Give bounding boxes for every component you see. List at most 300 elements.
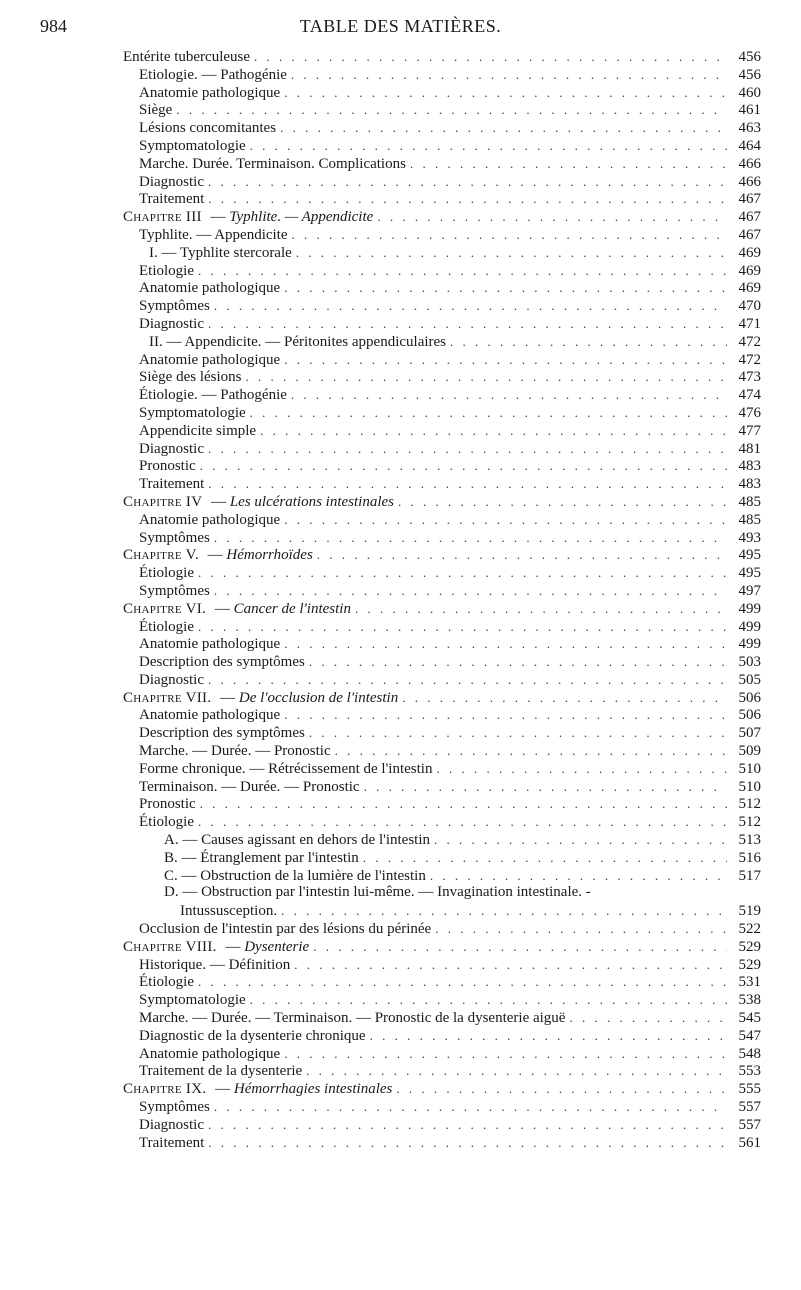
table-of-contents bbox=[0, 48, 801, 1151]
toc-entry-row bbox=[0, 475, 801, 493]
dot-leader bbox=[284, 1045, 727, 1063]
toc-page-number: 538 bbox=[738, 992, 761, 1009]
toc-page-number: 472 bbox=[738, 333, 761, 350]
toc-entry-row bbox=[0, 1009, 801, 1027]
toc-chapter-row bbox=[0, 493, 801, 511]
dot-leader bbox=[208, 173, 727, 191]
toc-entry bbox=[164, 831, 761, 850]
toc-entry-row bbox=[0, 440, 801, 458]
dot-leader bbox=[296, 244, 727, 262]
toc-page-number: 474 bbox=[738, 387, 761, 404]
toc-entry bbox=[139, 1027, 761, 1046]
toc-page-number: 470 bbox=[738, 298, 761, 315]
toc-page-number: 557 bbox=[738, 1099, 761, 1116]
toc-entry bbox=[139, 529, 761, 548]
dot-leader bbox=[398, 493, 727, 511]
toc-entry bbox=[139, 635, 761, 654]
toc-entry-row bbox=[0, 724, 801, 742]
toc-entry bbox=[139, 671, 761, 690]
dot-leader bbox=[569, 1009, 727, 1027]
toc-entry-row bbox=[0, 1045, 801, 1063]
dot-leader bbox=[284, 635, 727, 653]
dot-leader bbox=[363, 849, 727, 867]
toc-entry-label: Lésions concomitantes bbox=[139, 120, 277, 137]
toc-entry-row bbox=[0, 884, 801, 902]
toc-entry-label: Terminaison. — Durée. — Pronostic bbox=[139, 778, 360, 795]
toc-chapter-row bbox=[0, 938, 801, 956]
chapter-title: Typhlite. — Appendicite bbox=[229, 209, 374, 226]
dot-leader bbox=[435, 920, 727, 938]
toc-entry-label: Anatomie pathologique bbox=[139, 280, 281, 297]
dot-leader bbox=[377, 208, 727, 226]
toc-entry-label: Traitement bbox=[139, 476, 205, 493]
toc-entry-label: Diagnostic bbox=[139, 173, 204, 190]
toc-page-number: 493 bbox=[738, 529, 761, 546]
dot-leader bbox=[430, 867, 727, 885]
toc-page-number: 495 bbox=[738, 547, 761, 564]
toc-entry bbox=[123, 493, 761, 512]
dot-leader bbox=[284, 279, 727, 297]
toc-entry-label: Historique. — Définition bbox=[139, 956, 291, 973]
toc-entry bbox=[139, 991, 761, 1010]
dot-leader bbox=[396, 1080, 727, 1098]
toc-entry bbox=[139, 1062, 761, 1081]
toc-entry-label: Marche. — Durée. — Terminaison. — Pronostic de la dysenterie aiguë bbox=[139, 1010, 566, 1027]
dot-leader bbox=[292, 226, 727, 244]
toc-entry bbox=[164, 884, 761, 902]
chapter-title: Hémorrhagies intestinales bbox=[233, 1081, 393, 1098]
toc-entry-row bbox=[0, 386, 801, 404]
toc-page-number: 512 bbox=[738, 796, 761, 813]
toc-entry bbox=[139, 1045, 761, 1064]
toc-entry bbox=[139, 386, 761, 405]
toc-entry bbox=[139, 1098, 761, 1117]
toc-entry bbox=[139, 511, 761, 530]
toc-entry bbox=[139, 101, 761, 120]
dot-leader bbox=[198, 973, 727, 991]
toc-entry-row bbox=[0, 173, 801, 191]
toc-entry-label: Siège bbox=[139, 102, 173, 119]
dot-leader bbox=[284, 706, 727, 724]
toc-page-number: 545 bbox=[738, 1010, 761, 1027]
dot-leader bbox=[250, 991, 727, 1009]
toc-entry-label: II. — Appendicite. — Péritonites appendiculaires bbox=[149, 333, 447, 350]
toc-entry-label bbox=[123, 209, 373, 227]
dot-leader bbox=[198, 813, 727, 831]
dot-leader bbox=[402, 689, 727, 707]
chapter-title: De l'occlusion de l'intestin bbox=[238, 689, 399, 706]
toc-entry-row bbox=[0, 529, 801, 547]
toc-entry-row bbox=[0, 84, 801, 102]
toc-entry-label: Marche. Durée. Terminaison. Complications bbox=[139, 155, 406, 172]
toc-page-number: 531 bbox=[738, 974, 761, 991]
toc-page-number: 485 bbox=[738, 511, 761, 528]
dot-leader bbox=[200, 795, 727, 813]
toc-entry-row bbox=[0, 760, 801, 778]
toc-page-number: 481 bbox=[738, 440, 761, 457]
toc-entry bbox=[139, 422, 761, 441]
toc-entry bbox=[139, 137, 761, 156]
toc-entry-label: Etiologie. — Pathogénie bbox=[139, 66, 287, 83]
toc-entry-row bbox=[0, 991, 801, 1009]
dot-leader bbox=[250, 404, 727, 422]
toc-entry bbox=[123, 546, 761, 565]
toc-entry bbox=[139, 173, 761, 192]
toc-entry-row bbox=[0, 333, 801, 351]
toc-entry-row bbox=[0, 1098, 801, 1116]
toc-entry-label: Diagnostic de la dysenterie chronique bbox=[139, 1027, 366, 1044]
toc-entry bbox=[123, 48, 761, 67]
toc-page-number: 476 bbox=[738, 404, 761, 421]
toc-page-number: 467 bbox=[738, 209, 761, 226]
dot-leader bbox=[198, 564, 727, 582]
chapter-title: Hémorrhoïdes bbox=[226, 547, 313, 564]
toc-entry-row bbox=[0, 244, 801, 262]
toc-page-number: 456 bbox=[738, 49, 761, 65]
toc-entry-row bbox=[0, 190, 801, 208]
dot-leader bbox=[208, 1134, 727, 1152]
toc-entry-row bbox=[0, 457, 801, 475]
dot-leader bbox=[208, 1116, 727, 1134]
toc-entry-row bbox=[0, 351, 801, 369]
toc-page-number: 499 bbox=[738, 618, 761, 635]
toc-page-number: 467 bbox=[738, 226, 761, 243]
chapter-number: Chapitre VIII. bbox=[123, 938, 217, 955]
toc-entry bbox=[139, 475, 761, 494]
toc-entry-row bbox=[0, 404, 801, 422]
dot-leader bbox=[281, 902, 727, 920]
toc-entry bbox=[139, 226, 761, 245]
toc-entry-row bbox=[0, 226, 801, 244]
toc-entry-label: Symptômes bbox=[139, 529, 210, 546]
toc-entry-row bbox=[0, 119, 801, 137]
toc-entry-row bbox=[0, 742, 801, 760]
toc-entry-label: Diagnostic bbox=[139, 671, 204, 688]
dot-leader bbox=[200, 457, 727, 475]
toc-entry-row bbox=[0, 1027, 801, 1045]
dot-leader bbox=[250, 137, 727, 155]
toc-entry-label bbox=[123, 690, 398, 708]
toc-entry-label: Étiologie bbox=[139, 565, 194, 582]
toc-entry bbox=[149, 244, 761, 263]
toc-page-number: 483 bbox=[738, 476, 761, 493]
toc-entry-label: Pronostic bbox=[139, 458, 196, 475]
dot-leader bbox=[436, 760, 727, 778]
chapter-number: Chapitre VI. bbox=[123, 600, 207, 617]
chapter-separator: — bbox=[211, 1081, 234, 1098]
page-header bbox=[0, 0, 801, 40]
toc-entry-label: Étiologie bbox=[139, 974, 194, 991]
toc-page-number: 469 bbox=[738, 262, 761, 279]
toc-entry bbox=[139, 66, 761, 85]
toc-entry-row bbox=[0, 155, 801, 173]
toc-page-number: 506 bbox=[738, 689, 761, 706]
toc-entry-label: Etiologie bbox=[139, 262, 194, 279]
toc-entry-label bbox=[123, 494, 394, 512]
toc-entry bbox=[139, 315, 761, 334]
toc-entry bbox=[139, 119, 761, 138]
toc-page-number: 467 bbox=[738, 191, 761, 208]
toc-entry bbox=[123, 208, 761, 227]
toc-entry-label: Traitement bbox=[139, 1134, 205, 1151]
dot-leader bbox=[309, 724, 727, 742]
toc-page-number: 506 bbox=[738, 707, 761, 724]
toc-entry bbox=[139, 706, 761, 725]
dot-leader bbox=[214, 297, 727, 315]
toc-entry-label bbox=[123, 1081, 392, 1099]
toc-entry-label: Forme chronique. — Rétrécissement de l'intestin bbox=[139, 760, 433, 777]
toc-entry-label: Symptômes bbox=[139, 1099, 210, 1116]
toc-entry-label: I. — Typhlite stercorale bbox=[149, 244, 292, 261]
toc-page-number: 472 bbox=[738, 351, 761, 368]
toc-page-number: 464 bbox=[738, 137, 761, 154]
toc-entry-label: Anatomie pathologique bbox=[139, 351, 281, 368]
dot-leader bbox=[198, 618, 727, 636]
chapter-number: Chapitre IX. bbox=[123, 1081, 207, 1098]
toc-entry-label: Marche. — Durée. — Pronostic bbox=[139, 743, 331, 760]
toc-entry bbox=[139, 564, 761, 583]
toc-entry-row bbox=[0, 582, 801, 600]
toc-entry-row bbox=[0, 66, 801, 84]
toc-entry bbox=[139, 618, 761, 637]
page-number: 984 bbox=[40, 16, 67, 36]
toc-chapter-row bbox=[0, 208, 801, 226]
toc-entry-label bbox=[123, 547, 313, 565]
dot-leader bbox=[208, 190, 727, 208]
toc-entry-label: Symptomatologie bbox=[139, 404, 246, 421]
toc-entry bbox=[164, 867, 761, 886]
dot-leader bbox=[370, 1027, 727, 1045]
toc-entry-label: Anatomie pathologique bbox=[139, 1045, 281, 1062]
toc-entry bbox=[139, 279, 761, 298]
dot-leader bbox=[214, 582, 727, 600]
toc-page-number: 522 bbox=[738, 921, 761, 938]
toc-entry-row bbox=[0, 297, 801, 315]
toc-entry-label: Pronostic bbox=[139, 796, 196, 813]
toc-entry-label: Appendicite simple bbox=[139, 422, 257, 439]
toc-entry-label: Traitement bbox=[139, 191, 205, 208]
toc-page-number: 519 bbox=[738, 903, 761, 920]
toc-entry-label bbox=[123, 939, 309, 957]
toc-page-number: 548 bbox=[738, 1045, 761, 1062]
toc-entry bbox=[139, 84, 761, 103]
toc-entry-label: Étiologie bbox=[139, 814, 194, 831]
toc-entry bbox=[139, 351, 761, 370]
toc-chapter-row bbox=[0, 600, 801, 618]
toc-entry-row bbox=[0, 368, 801, 386]
toc-page-number: 469 bbox=[738, 244, 761, 261]
chapter-number: Chapitre IV bbox=[123, 493, 203, 510]
toc-entry bbox=[139, 404, 761, 423]
toc-page-number: 561 bbox=[738, 1134, 761, 1151]
dot-leader bbox=[291, 386, 727, 404]
toc-entry bbox=[139, 795, 761, 814]
toc-entry bbox=[139, 582, 761, 601]
toc-entry bbox=[139, 760, 761, 779]
toc-page-number: 513 bbox=[738, 832, 761, 849]
toc-entry-label: Symptomatologie bbox=[139, 992, 246, 1009]
toc-entry-row bbox=[0, 1134, 801, 1152]
dot-leader bbox=[309, 653, 727, 671]
toc-entry-row bbox=[0, 653, 801, 671]
toc-entry-label: Symptômes bbox=[139, 298, 210, 315]
toc-entry bbox=[149, 333, 761, 352]
toc-entry bbox=[139, 457, 761, 476]
toc-page-number: 471 bbox=[738, 315, 761, 332]
toc-entry-label: Diagnostic bbox=[139, 1116, 204, 1133]
toc-page-number: 547 bbox=[738, 1027, 761, 1044]
toc-entry bbox=[139, 813, 761, 832]
toc-entry bbox=[139, 297, 761, 316]
toc-entry-label: Étiologie. — Pathogénie bbox=[139, 387, 287, 404]
toc-entry bbox=[139, 724, 761, 743]
toc-entry-label: B. — Étranglement par l'intestin bbox=[164, 849, 359, 866]
dot-leader bbox=[313, 938, 727, 956]
toc-entry-label: Entérite tuberculeuse bbox=[123, 49, 251, 65]
toc-page-number: 516 bbox=[738, 849, 761, 866]
toc-entry-row bbox=[0, 795, 801, 813]
toc-entry bbox=[139, 1009, 761, 1028]
toc-page-number: 469 bbox=[738, 280, 761, 297]
toc-page-number: 456 bbox=[738, 66, 761, 83]
chapter-title: Cancer de l'intestin bbox=[233, 600, 351, 617]
toc-entry-label: Siège des lésions bbox=[139, 369, 242, 386]
toc-page-number: 509 bbox=[738, 743, 761, 760]
chapter-title: Les ulcérations intestinales bbox=[229, 493, 394, 510]
dot-leader bbox=[208, 475, 727, 493]
toc-entry-row bbox=[0, 902, 801, 920]
dot-leader bbox=[306, 1062, 727, 1080]
toc-entry-label: A. — Causes agissant en dehors de l'intestin bbox=[164, 832, 430, 849]
dot-leader bbox=[208, 315, 727, 333]
chapter-number: Chapitre VII. bbox=[123, 689, 212, 706]
toc-entry bbox=[139, 368, 761, 387]
toc-entry-row bbox=[0, 618, 801, 636]
toc-page-number: 466 bbox=[738, 173, 761, 190]
toc-entry-row bbox=[0, 1116, 801, 1134]
toc-page-number: 553 bbox=[738, 1063, 761, 1080]
dot-leader bbox=[214, 529, 727, 547]
toc-page-number: 495 bbox=[738, 565, 761, 582]
toc-entry bbox=[139, 653, 761, 672]
toc-entry-label: Symptomatologie bbox=[139, 137, 246, 154]
toc-entry-row bbox=[0, 279, 801, 297]
dot-leader bbox=[450, 333, 727, 351]
chapter-title: Dysenterie bbox=[244, 938, 310, 955]
toc-page-number: 499 bbox=[738, 600, 761, 617]
dot-leader bbox=[335, 742, 727, 760]
toc-entry-label: Occlusion de l'intestin par des lésions du périnée bbox=[139, 921, 432, 938]
chapter-separator: — bbox=[203, 547, 227, 564]
toc-entry-row bbox=[0, 48, 801, 66]
toc-entry-row bbox=[0, 813, 801, 831]
toc-page-number: 473 bbox=[738, 369, 761, 386]
chapter-separator: — bbox=[207, 493, 230, 510]
toc-chapter-row bbox=[0, 1080, 801, 1098]
toc-entry bbox=[139, 1134, 761, 1153]
toc-entry-row bbox=[0, 564, 801, 582]
toc-entry bbox=[164, 849, 761, 868]
toc-page-number: 485 bbox=[738, 493, 761, 510]
dot-leader bbox=[410, 155, 727, 173]
chapter-number: Chapitre V. bbox=[123, 547, 199, 564]
toc-entry-row bbox=[0, 706, 801, 724]
toc-entry bbox=[139, 262, 761, 281]
dot-leader bbox=[176, 101, 727, 119]
running-title: TABLE DES MATIÈRES. bbox=[299, 16, 502, 36]
toc-entry-row bbox=[0, 849, 801, 867]
toc-entry-row bbox=[0, 867, 801, 885]
toc-page-number: 477 bbox=[738, 422, 761, 439]
toc-entry-label: Diagnostic bbox=[139, 315, 204, 332]
dot-leader bbox=[208, 440, 727, 458]
toc-entry-label: Diagnostic bbox=[139, 440, 204, 457]
dot-leader bbox=[246, 368, 728, 386]
toc-page-number: 460 bbox=[738, 84, 761, 101]
toc-entry-label: Anatomie pathologique bbox=[139, 511, 281, 528]
toc-entry-label: Anatomie pathologique bbox=[139, 707, 281, 724]
toc-entry-row bbox=[0, 101, 801, 119]
dot-leader bbox=[214, 1098, 727, 1116]
toc-entry-row bbox=[0, 422, 801, 440]
toc-page-number: 461 bbox=[738, 102, 761, 119]
toc-entry-label: D. — Obstruction par l'intestin lui-même. — Invagination intestinale. - bbox=[164, 884, 591, 901]
toc-entry-row bbox=[0, 137, 801, 155]
toc-page-number: 463 bbox=[738, 120, 761, 137]
dot-leader bbox=[364, 778, 727, 796]
toc-entry bbox=[139, 190, 761, 209]
toc-entry-label: Traitement de la dysenterie bbox=[139, 1063, 303, 1080]
toc-entry-label: C. — Obstruction de la lumière de l'intestin bbox=[164, 867, 426, 884]
toc-entry-row bbox=[0, 956, 801, 974]
toc-entry bbox=[123, 938, 761, 957]
toc-entry-label: Typhlite. — Appendicite bbox=[139, 226, 288, 243]
toc-page-number: 507 bbox=[738, 725, 761, 742]
toc-page-number: 529 bbox=[738, 938, 761, 955]
toc-entry bbox=[139, 920, 761, 939]
dot-leader bbox=[198, 262, 727, 280]
toc-entry-row bbox=[0, 831, 801, 849]
toc-page-number: 503 bbox=[738, 654, 761, 671]
chapter-separator: — bbox=[211, 600, 234, 617]
dot-leader bbox=[208, 671, 727, 689]
toc-page-number: 512 bbox=[738, 814, 761, 831]
toc-entry bbox=[139, 155, 761, 174]
dot-leader bbox=[284, 511, 727, 529]
chapter-separator: — bbox=[216, 689, 239, 706]
toc-page-number: 557 bbox=[738, 1116, 761, 1133]
toc-entry-label: Description des symptômes bbox=[139, 725, 305, 742]
toc-entry bbox=[139, 778, 761, 797]
toc-entry-label bbox=[123, 601, 351, 619]
dot-leader bbox=[355, 600, 727, 618]
toc-entry-row bbox=[0, 635, 801, 653]
dot-leader bbox=[260, 422, 727, 440]
toc-entry-label: Symptômes bbox=[139, 582, 210, 599]
toc-entry-row bbox=[0, 920, 801, 938]
toc-entry-row bbox=[0, 778, 801, 796]
toc-entry-row bbox=[0, 1062, 801, 1080]
toc-entry-row bbox=[0, 671, 801, 689]
toc-entry-row bbox=[0, 973, 801, 991]
toc-entry bbox=[139, 973, 761, 992]
chapter-number: Chapitre III bbox=[123, 209, 202, 226]
chapter-separator: — bbox=[221, 938, 245, 955]
dot-leader bbox=[280, 119, 727, 137]
toc-page-number: 497 bbox=[738, 582, 761, 599]
toc-page-number: 517 bbox=[738, 867, 761, 884]
toc-entry-label: Description des symptômes bbox=[139, 654, 305, 671]
